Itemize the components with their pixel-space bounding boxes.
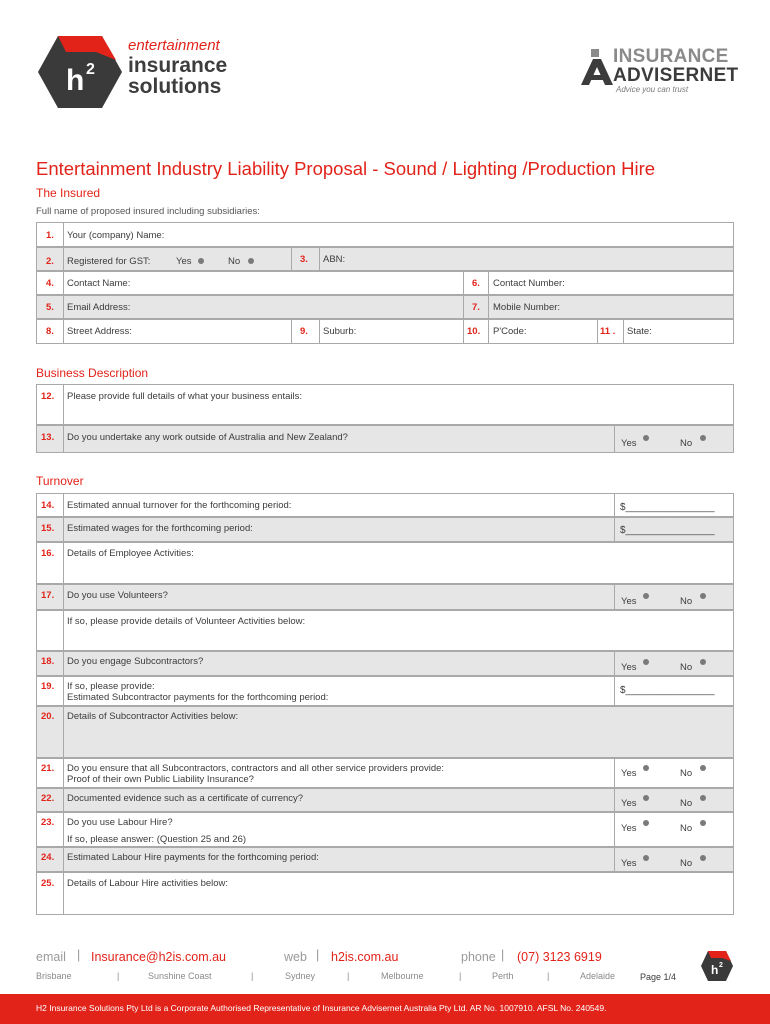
question-number: 15. [41, 523, 55, 534]
form-row-17b [36, 610, 734, 651]
svg-text:2: 2 [86, 61, 95, 78]
certificate-no-radio[interactable] [700, 795, 706, 801]
form-row-16 [36, 542, 734, 584]
question-number: 23. [41, 817, 55, 828]
public-liability-yes-label: Yes [621, 768, 637, 779]
public-liability-yes-radio[interactable] [643, 765, 649, 771]
footer-disclaimer: H2 Insurance Solutions Pty Ltd is a Corporate Authorised Representative of Insurance Advisernet Australia Pty Ltd. AR No. 1007910. AFSL No. 240549. [36, 1003, 607, 1013]
page-number: Page 1/4 [640, 972, 677, 982]
labour-hire-label: Do you use Labour Hire? [67, 817, 173, 828]
section-heading-business: Business Description [36, 366, 149, 380]
gst-label: Registered for GST: [67, 256, 151, 267]
labour-hire-payments-no-label: No [680, 858, 693, 869]
footer-city: Sunshine Coast [148, 971, 212, 981]
svg-text:2: 2 [719, 962, 723, 969]
annual-turnover-input[interactable]: $________________ [620, 502, 715, 513]
question-number: 18. [41, 656, 55, 667]
footer-city: Brisbane [36, 971, 72, 981]
public-liability-no-label: No [680, 768, 693, 779]
volunteers-yes-radio[interactable] [643, 593, 649, 599]
subcontractor-payments-label: Estimated Subcontractor payments for the forthcoming period: [67, 692, 329, 703]
overseas-no-label: No [680, 438, 693, 449]
subcontractor-activities-field[interactable]: Details of Subcontractor Activities below: [67, 711, 239, 722]
labour-hire-payments-label: Estimated Labour Hire payments for the forthcoming period: [67, 852, 319, 863]
question-number: 24. [41, 852, 55, 863]
volunteer-activities-field[interactable]: If so, please provide details of Volunteer Activities below: [67, 616, 306, 627]
question-number: 22. [41, 793, 55, 804]
mobile-number-field[interactable]: Mobile Number: [493, 302, 561, 313]
form-row-3 [36, 271, 734, 295]
form-row-20 [36, 706, 734, 758]
estimated-wages-label: Estimated wages for the forthcoming period: [67, 523, 253, 534]
form-row-5 [36, 319, 734, 344]
overseas-yes-label: Yes [621, 438, 637, 449]
footer-divider: | [77, 948, 81, 962]
abn-field[interactable]: ABN: [323, 254, 346, 265]
svg-text:h: h [711, 963, 719, 977]
footer-email-label: email [36, 950, 66, 964]
partner-tagline: Advice you can trust [616, 85, 689, 94]
partner-name-line2: ADVISERNET [613, 65, 739, 86]
brand-line-solutions: solutions [128, 75, 222, 98]
question-number: 9. [300, 326, 308, 337]
gst-yes-label: Yes [176, 256, 192, 267]
question-number: 13. [41, 432, 55, 443]
state-field[interactable]: State: [627, 326, 652, 337]
section-heading-turnover: Turnover [36, 474, 84, 488]
form-row-25 [36, 872, 734, 915]
footer-city-divider: | [347, 971, 350, 981]
footer-city: Sydney [285, 971, 316, 981]
form-row-19 [36, 676, 734, 706]
form-row-2 [36, 247, 734, 271]
certificate-of-currency-label: Documented evidence such as a certificate of currency? [67, 793, 304, 804]
employee-activities-field[interactable]: Details of Employee Activities: [67, 548, 194, 559]
insured-subtitle: Full name of proposed insured including subsidiaries: [36, 206, 260, 217]
street-address-field[interactable]: Street Address: [67, 326, 132, 337]
section-heading-insured: The Insured [36, 186, 101, 200]
document-title: Entertainment Industry Liability Proposal - Sound / Lighting /Production Hire [36, 158, 656, 179]
footer-city-divider: | [117, 971, 120, 981]
public-liability-label: Proof of their own Public Liability Insurance? [67, 774, 254, 785]
question-number: 21. [41, 763, 55, 774]
question-number: 10. [467, 326, 481, 337]
question-number: 4. [46, 278, 54, 289]
labour-hire-no-label: No [680, 823, 693, 834]
question-number: 14. [41, 500, 55, 511]
footer-web-link[interactable]: h2is.com.au [331, 950, 399, 964]
contact-name-field[interactable]: Contact Name: [67, 278, 131, 289]
gst-no-label: No [228, 256, 241, 267]
volunteers-no-radio[interactable] [700, 593, 706, 599]
form-row-13 [36, 425, 734, 453]
annual-turnover-label: Estimated annual turnover for the forthcoming period: [67, 500, 292, 511]
certificate-yes-label: Yes [621, 798, 637, 809]
volunteers-label: Do you use Volunteers? [67, 590, 168, 601]
postcode-field[interactable]: P'Code: [493, 326, 527, 337]
form-row-4 [36, 295, 734, 319]
contact-number-field[interactable]: Contact Number: [493, 278, 565, 289]
company-name-field[interactable]: Your (company) Name: [67, 230, 165, 241]
footer-phone-link[interactable]: (07) 3123 6919 [517, 950, 602, 964]
form-row-22 [36, 788, 734, 812]
subcontractor-payments-input[interactable]: $________________ [620, 685, 715, 696]
question-number: 6. [472, 278, 480, 289]
form-row-17 [36, 584, 734, 610]
overseas-yes-radio[interactable] [643, 435, 649, 441]
brand-line-entertainment: entertainment [128, 37, 220, 54]
question-number: 17. [41, 590, 55, 601]
labour-hire-payments-no-radio[interactable] [700, 855, 706, 861]
certificate-yes-radio[interactable] [643, 795, 649, 801]
footer-divider: | [316, 948, 320, 962]
brand-line-insurance: insurance [128, 54, 228, 77]
subcontractors-yes-label: Yes [621, 662, 637, 673]
footer-city: Adelaide [580, 971, 616, 981]
footer-city: Melbourne [381, 971, 424, 981]
labour-hire-yes-radio[interactable] [643, 820, 649, 826]
labour-hire-note: If so, please answer: (Question 25 and 26) [67, 834, 247, 845]
form-row-15 [36, 517, 734, 542]
business-details-field[interactable]: Please provide full details of what your business entails: [67, 391, 302, 402]
question-number: 2. [46, 256, 54, 267]
form-row-12 [36, 384, 734, 425]
h2-logo-icon [36, 32, 124, 112]
labour-hire-yes-label: Yes [621, 823, 637, 834]
certificate-no-label: No [680, 798, 693, 809]
public-liability-no-radio[interactable] [700, 765, 706, 771]
question-number: 3. [300, 254, 308, 265]
svg-text:h: h [66, 64, 85, 97]
form-row-24 [36, 847, 734, 872]
footer-city: Perth [492, 971, 514, 981]
volunteers-yes-label: Yes [621, 596, 637, 607]
footer-web-label: web [284, 950, 307, 964]
partner-name-line1: INSURANCE [613, 46, 729, 67]
footer-divider: | [501, 948, 505, 962]
footer-phone-label: phone [461, 950, 496, 964]
overseas-no-radio[interactable] [700, 435, 706, 441]
question-number: 7. [472, 302, 480, 313]
labour-hire-no-radio[interactable] [700, 820, 706, 826]
footer-email-link[interactable]: Insurance@h2is.com.au [91, 950, 226, 964]
subcontractors-no-label: No [680, 662, 693, 673]
question-number: 11 . [600, 326, 616, 337]
labour-hire-payments-yes-radio[interactable] [643, 855, 649, 861]
email-address-field[interactable]: Email Address: [67, 302, 131, 313]
form-row-18 [36, 651, 734, 676]
question-number: 1. [46, 230, 54, 241]
subcontractor-payments-intro: If so, please provide: [67, 681, 155, 692]
subcontractors-yes-radio[interactable] [643, 659, 649, 665]
gst-no-radio[interactable] [248, 258, 254, 264]
form-row-21 [36, 758, 734, 788]
labour-hire-payments-yes-label: Yes [621, 858, 637, 869]
suburb-field[interactable]: Suburb: [323, 326, 357, 337]
question-number: 19. [41, 681, 55, 692]
form-row-14 [36, 493, 734, 517]
subcontractors-label: Do you engage Subcontractors? [67, 656, 204, 667]
form-row-1 [36, 222, 734, 247]
footer-city-divider: | [251, 971, 254, 981]
question-number: 12. [41, 391, 55, 402]
question-number: 25. [41, 878, 55, 889]
question-number: 20. [41, 711, 55, 722]
question-number: 8. [46, 326, 54, 337]
gst-yes-radio[interactable] [198, 258, 204, 264]
public-liability-intro: Do you ensure that all Subcontractors, contractors and all other service providers provide: [67, 763, 445, 774]
footer-city-divider: | [547, 971, 550, 981]
footer-city-divider: | [459, 971, 462, 981]
volunteers-no-label: No [680, 596, 693, 607]
overseas-work-label: Do you undertake any work outside of Australia and New Zealand? [67, 432, 348, 443]
estimated-wages-input[interactable]: $________________ [620, 525, 715, 536]
form-row-23 [36, 812, 734, 847]
question-number: 5. [46, 302, 54, 313]
question-number: 16. [41, 548, 55, 559]
footer-h2-logo-icon [700, 950, 734, 982]
subcontractors-no-radio[interactable] [700, 659, 706, 665]
labour-hire-activities-field[interactable]: Details of Labour Hire activities below: [67, 878, 229, 889]
